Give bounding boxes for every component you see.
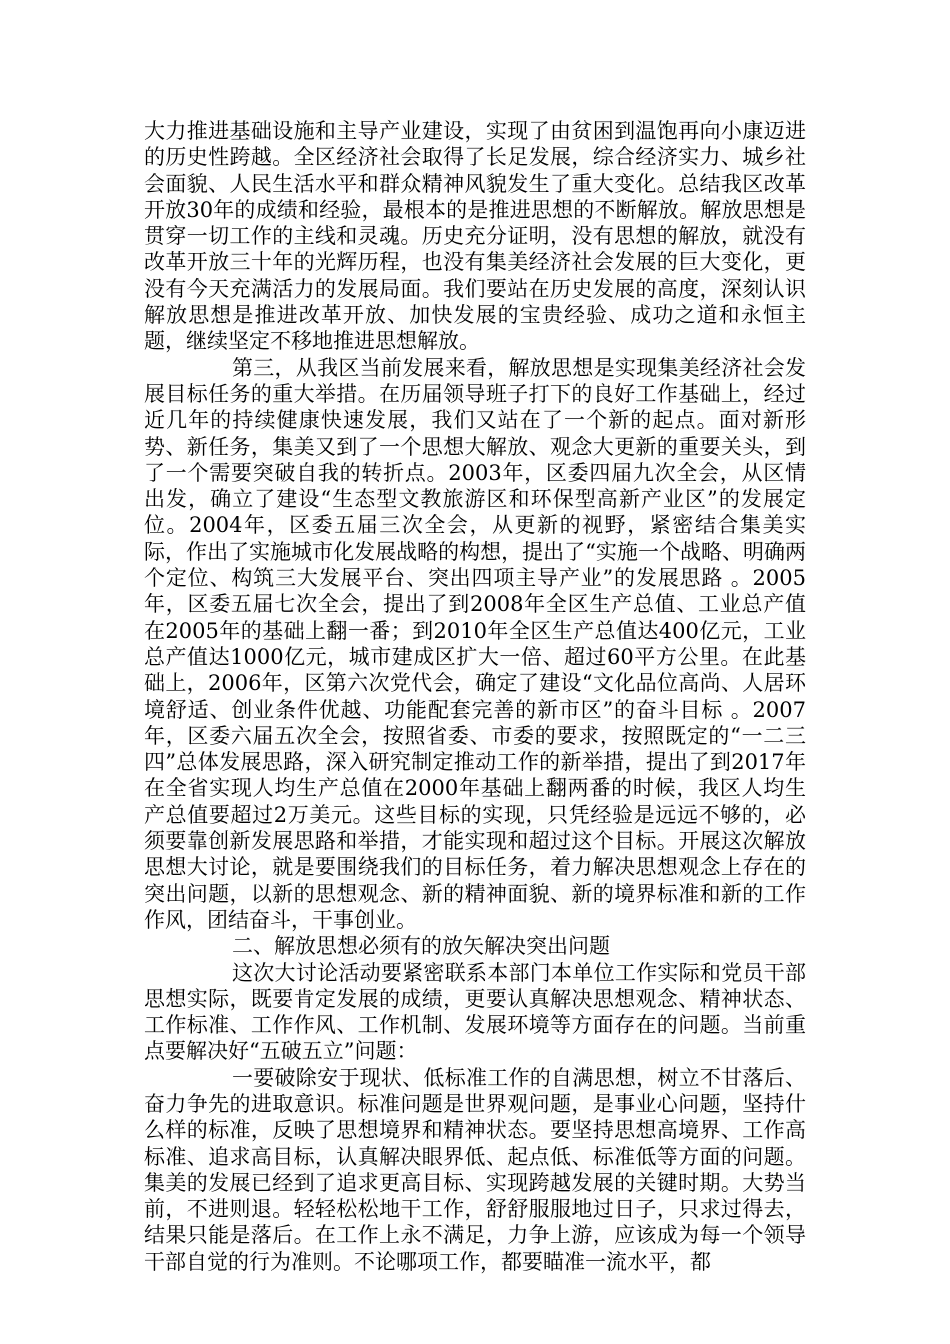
body-paragraph-4: 一要破除安于现状、低标准工作的自满思想，树立不甘落后、奋力争先的进取意识。标准问题是世界观问题，是事业心问题，坚持什么样的标准，反映了思想境界和精神状态。要坚持思想高境界、工作高标准、追求高目标，认真解决眼界低、起点低、标准低等方面的问题。集美的发展已经到了追求更高目标、实现跨越发展的关键时期。大势当前，不进则退。轻轻松松地干工作，舒舒服服地过日子，只求过得去，结果只能是落后。在工作上永不满足，力争上游，应该成为每一个领导干部自觉的行为准则。不论哪项工作，都要瞄准一流水平，都: [144, 1065, 806, 1274]
body-paragraph-1: 大力推进基础设施和主导产业建设，实现了由贫困到温饱再向小康迈进的历史性跨越。全区经济社会取得了长足发展，综合经济实力、城乡社会面貌、人民生活水平和群众精神风貌发生了重大变化。总结我区改革开放30年的成绩和经验，最根本的是推进思想的不断解放。解放思想是贯穿一切工作的主线和灵魂。历史充分证明，没有思想的解放，就没有改革开放三十年的光辉历程，也没有集美经济社会发展的巨大变化，更没有今天充满活力的发展局面。我们要站在历史发展的高度，深刻认识解放思想是推进改革开放、加快发展的宝贵经验、成功之道和永恒主题，继续坚定不移地推进思想解放。: [144, 119, 806, 354]
section-heading: 二、解放思想必须有的放矢解决突出问题: [232, 934, 610, 959]
body-paragraph-3: 这次大讨论活动要紧密联系本部门本单位工作实际和党员干部思想实际，既要肯定发展的成绩，更要认真解决思想观念、精神状态、工作标准、工作作风、工作机制、发展环境等方面存在的问题。当前重点要解决好“五破五立”问题：: [144, 960, 806, 1064]
document-page: [144, 118, 806, 1275]
body-paragraph-2: 第三，从我区当前发展来看，解放思想是实现集美经济社会发展目标任务的重大举措。在历届领导班子打下的良好工作基础上，经过近几年的持续健康快速发展，我们又站在了一个新的起点。面对新形势、新任务，集美又到了一个思想大解放、观念大更新的重要关头，到了一个需要突破自我的转折点。2003年，区委四届九次全会，从区情出发，确立了建设“生态型文教旅游区和环保型高新产业区”的发展定位。2004年，区委五届三次全会，从更新的视野，紧密结合集美实际，作出了实施城市化发展战略的构想，提出了“实施一个战略、明确两个定位、构筑三大发展平台、突出四项主导产业”的发展思路 。2005年，区委五届七次全会，提出了到2008年全区生产总值、工业总产值在2005年的基础上翻一番；到2010年全区生产总值达400亿元，工业总产值达1000亿元，城市建成区扩大一倍、超过60平方公里。在此基础上，2006年，区第六次党代会，确定了建设“文化品位高尚、人居环境舒适、创业条件优越、功能配套完善的新市区”的奋斗目标 。2007年，区委六届五次全会，按照省委、市委的要求，按照既定的“一二三四”总体发展思路，深入研究制定推动工作的新举措，提出了到2017年在全省实现人均生产总值在2000年基础上翻两番的时候，我区人均生产总值要超过2万美元。这些目标的实现，只凭经验是远远不够的，必须要靠创新发展思路和举措，才能实现和超过这个目标。开展这次解放思想大讨论，就是要围绕我们的目标任务，着力解决思想观念上存在的突出问题，以新的思想观念、新的精神面貌、新的境界标准和新的工作作风，团结奋斗，干事创业。: [144, 355, 806, 932]
